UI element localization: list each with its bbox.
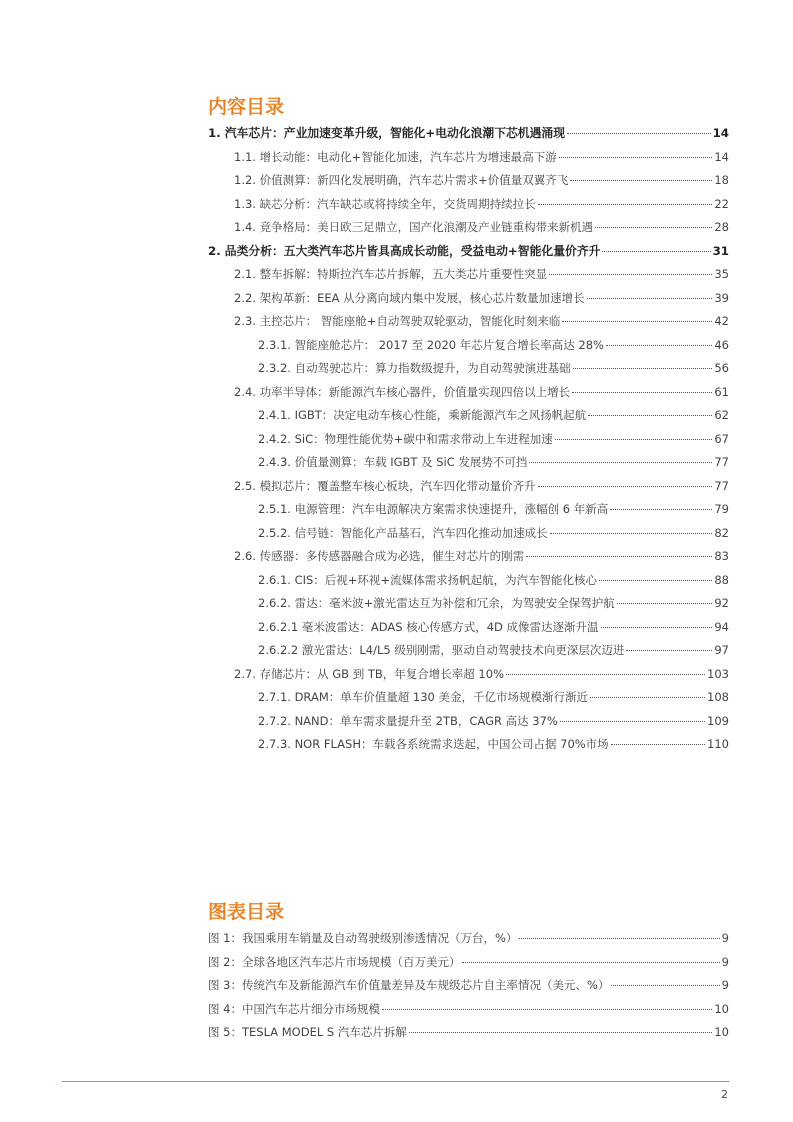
toc-entry[interactable]	[234, 149, 729, 165]
dot-leader	[602, 250, 710, 252]
contents-heading: 内容目录	[208, 96, 285, 118]
toc-entry-label: 1.3. 缺芯分析：汽车缺芯或将持续全年，交货周期持续拉长	[234, 196, 536, 211]
figure-entry-page: 9	[721, 931, 729, 945]
dot-leader	[599, 579, 712, 581]
toc-entry-page: 14	[712, 126, 729, 140]
toc-entry-page: 42	[714, 314, 729, 328]
figure-entry-label: 图 5：TESLA MODEL S 汽车芯片拆解	[208, 1025, 407, 1039]
toc-entry-label: 2.3.1. 智能座舱芯片： 2017 至 2020 年芯片复合增长率高达 28%	[258, 337, 604, 352]
dot-leader	[610, 508, 712, 510]
figure-entry-page: 10	[714, 1001, 729, 1016]
figure-entry[interactable]	[208, 1024, 729, 1040]
toc-entry-label: 2.6.2. 雷达：毫米波+激光雷达互为补偿和冗余，为驾驶安全保驾护航	[258, 596, 615, 610]
figure-entry-label: 图 2：全球各地区汽车芯片市场规模（百万美元）	[208, 954, 461, 969]
toc-entry[interactable]	[258, 619, 729, 635]
figure-entry-label: 图 1：我国乘用车销量及自动驾驶级别渗透情况（万台，%）	[208, 931, 518, 945]
dot-leader	[606, 344, 712, 346]
toc-entry-page: 82	[714, 525, 729, 540]
toc-entry-page: 94	[714, 619, 729, 634]
toc-entry[interactable]	[258, 501, 729, 517]
toc-entry-page: 35	[714, 267, 729, 281]
figure-entry[interactable]	[208, 954, 729, 970]
toc-entry[interactable]	[258, 407, 729, 423]
dot-leader	[555, 438, 713, 440]
toc-entry[interactable]	[258, 525, 729, 541]
dot-leader	[567, 132, 711, 134]
toc-entry-page: 46	[714, 337, 729, 352]
toc-entry[interactable]	[258, 689, 729, 705]
dot-leader	[506, 673, 705, 675]
figure-entry-page: 10	[714, 1025, 729, 1039]
toc-entry-page: 110	[707, 737, 729, 751]
toc-entry-label: 2.4.2. SiC：物理性能优势+碳中和需求带动上车进程加速	[258, 431, 553, 446]
dot-leader	[526, 555, 712, 557]
toc-entry[interactable]	[234, 219, 729, 235]
dot-leader	[573, 367, 713, 369]
dot-leader	[550, 532, 713, 534]
dot-leader	[587, 297, 713, 299]
toc-entry-page: 62	[714, 408, 729, 422]
toc-entry[interactable]	[234, 548, 729, 564]
toc-entry[interactable]	[234, 384, 729, 400]
dot-leader	[601, 626, 713, 628]
dot-leader	[617, 602, 713, 604]
toc-entry-page: 83	[714, 549, 729, 563]
dot-leader	[519, 937, 719, 939]
dot-leader	[382, 1008, 712, 1010]
toc-entry-page: 14	[714, 149, 729, 164]
toc-entry-label: 2.4. 功率半导体：新能源汽车核心器件，价值量实现四倍以上增长	[234, 384, 571, 399]
toc-entry-label: 2.6.1. CIS：后视+环视+流媒体需求扬帆起航，为汽车智能化核心	[258, 572, 598, 587]
toc-entry-page: 22	[714, 196, 729, 211]
toc-entry-label: 2.4.3. 价值量测算：车载 IGBT 及 SiC 发展势不可挡	[258, 455, 528, 469]
toc-entry[interactable]	[234, 478, 729, 494]
toc-entry[interactable]	[234, 290, 729, 306]
toc-entry-label: 2.2. 架构革新：EEA 从分离向域内集中发展，核心芯片数量加速增长	[234, 290, 585, 305]
figure-entry[interactable]	[208, 1001, 729, 1017]
toc-entry[interactable]	[258, 595, 729, 611]
toc-entry-label: 2.7.1. DRAM：单车价值量超 130 美金，千亿市场规模渐行渐近	[258, 690, 588, 704]
figure-entry-page: 9	[721, 954, 729, 969]
toc-entry-label: 2.5.2. 信号链：智能化产品基石，汽车四化推动加速成长	[258, 525, 548, 540]
toc-entry[interactable]	[258, 713, 729, 729]
toc-entry[interactable]	[234, 196, 729, 212]
toc-entry-label: 2.6. 传感器：多传感器融合成为必选，催生对芯片的刚需	[234, 549, 525, 563]
toc-entry-page: 31	[712, 243, 729, 258]
toc-entry-label: 2.5. 模拟芯片：覆盖整车核心板块，汽车四化带动量价齐升	[234, 478, 536, 493]
toc-entry[interactable]	[258, 642, 729, 658]
toc-entry-page: 108	[707, 690, 729, 704]
toc-entry-label: 2.1. 整车拆解：特斯拉汽车芯片拆解，五大类芯片重要性突显	[234, 267, 548, 281]
toc-entry-page: 61	[714, 384, 729, 399]
toc-entry-label: 1. 汽车芯片：产业加速变革升级，智能化+电动化浪潮下芯机遇涌现	[208, 126, 565, 140]
toc-entry-page: 67	[714, 431, 729, 446]
toc-entry-page: 77	[714, 455, 729, 469]
dot-leader	[462, 961, 719, 963]
figure-entry-label: 图 4：中国汽车芯片细分市场规模	[208, 1001, 380, 1016]
dot-leader	[626, 649, 712, 651]
figures-heading: 图表目录	[208, 901, 285, 923]
figure-entry[interactable]	[208, 930, 729, 946]
toc-entry-page: 77	[714, 478, 729, 493]
toc-entry[interactable]	[234, 266, 729, 282]
toc-entry-page: 56	[714, 361, 729, 375]
dot-leader	[588, 414, 712, 416]
footer-rule	[62, 1081, 729, 1082]
toc-entry[interactable]	[234, 313, 729, 329]
toc-entry-page: 92	[714, 596, 729, 610]
dot-leader	[590, 696, 705, 698]
toc-entry[interactable]	[258, 454, 729, 470]
toc-entry-label: 2. 品类分析：五大类汽车芯片皆具高成长动能，受益电动+智能化量价齐升	[208, 243, 601, 258]
dot-leader	[549, 273, 712, 275]
toc-entry-label: 1.2. 价值测算：新四化发展明确，汽车芯片需求+价值量双翼齐飞	[234, 173, 569, 187]
toc-entry[interactable]	[258, 736, 729, 752]
dot-leader	[611, 984, 719, 986]
toc-entry-label: 2.3. 主控芯片： 智能座舱+自动驾驶双轮驱动，智能化时刻来临	[234, 314, 561, 328]
toc-entry[interactable]	[258, 431, 729, 447]
toc-entry-page: 79	[714, 502, 729, 516]
figure-entry-label: 图 3：传统汽车及新能源汽车价值量差异及车规级芯片自主率情况（美元、%）	[208, 978, 610, 992]
toc-entry-label: 2.6.2.2 激光雷达：L4/L5 级别刚需，驱动自动驾驶技术向更深层次迈进	[258, 643, 625, 657]
dot-leader	[559, 156, 713, 158]
toc-entry-page: 109	[707, 713, 729, 728]
toc-entry-label: 2.5.1. 电源管理：汽车电源解决方案需求快速提升，涨幅创 6 年新高	[258, 502, 609, 516]
figure-entry[interactable]	[208, 977, 729, 993]
toc-entry-label: 1.4. 竞争格局：美日欧三足鼎立，国产化浪潮及产业链重构带来新机遇	[234, 220, 594, 234]
toc-entry[interactable]	[258, 360, 729, 376]
toc-entry[interactable]	[234, 172, 729, 188]
toc-entry-label: 2.3.2. 自动驾驶芯片：算力指数级提升，为自动驾驶演进基础	[258, 361, 571, 375]
dot-leader	[572, 391, 712, 393]
toc-entry-label: 2.6.2.1 毫米波雷达：ADAS 核心传感方式，4D 成像雷达逐渐升温	[258, 619, 599, 634]
dot-leader	[595, 226, 712, 228]
toc-entry[interactable]	[258, 337, 729, 353]
dot-leader	[562, 320, 712, 322]
dot-leader	[409, 1031, 712, 1033]
dot-leader	[529, 461, 712, 463]
toc-entry-label: 1.1. 增长动能：电动化+智能化加速，汽车芯片为增速最高下游	[234, 149, 557, 164]
toc-entry-page: 39	[714, 290, 729, 305]
toc-entry-label: 2.7.2. NAND：单车需求量提升至 2TB，CAGR 高达 37%	[258, 713, 558, 728]
toc-entry-label: 2.7. 存储芯片：从 GB 到 TB，年复合增长率超 10%	[234, 666, 504, 681]
toc-entry-label: 2.4.1. IGBT：决定电动车核心性能，乘新能源汽车之风扬帆起航	[258, 408, 587, 422]
toc-entry[interactable]	[208, 243, 729, 259]
figure-entry-page: 9	[721, 978, 729, 992]
toc-entry-page: 97	[714, 643, 729, 657]
toc-entry-page: 103	[707, 666, 729, 681]
dot-leader	[570, 179, 712, 181]
toc-entry-page: 88	[714, 572, 729, 587]
page-number: 2	[721, 1088, 728, 1101]
toc-entry-page: 18	[714, 173, 729, 187]
toc-entry[interactable]	[208, 125, 729, 141]
dot-leader	[538, 203, 713, 205]
dot-leader	[538, 485, 713, 487]
dot-leader	[611, 743, 705, 745]
toc-entry-label: 2.7.3. NOR FLASH：车载各系统需求迭起，中国公司占据 70%市场	[258, 737, 609, 751]
toc-entry[interactable]	[258, 572, 729, 588]
dot-leader	[560, 720, 705, 722]
toc-entry-page: 28	[714, 220, 729, 234]
toc-entry[interactable]	[234, 666, 729, 682]
